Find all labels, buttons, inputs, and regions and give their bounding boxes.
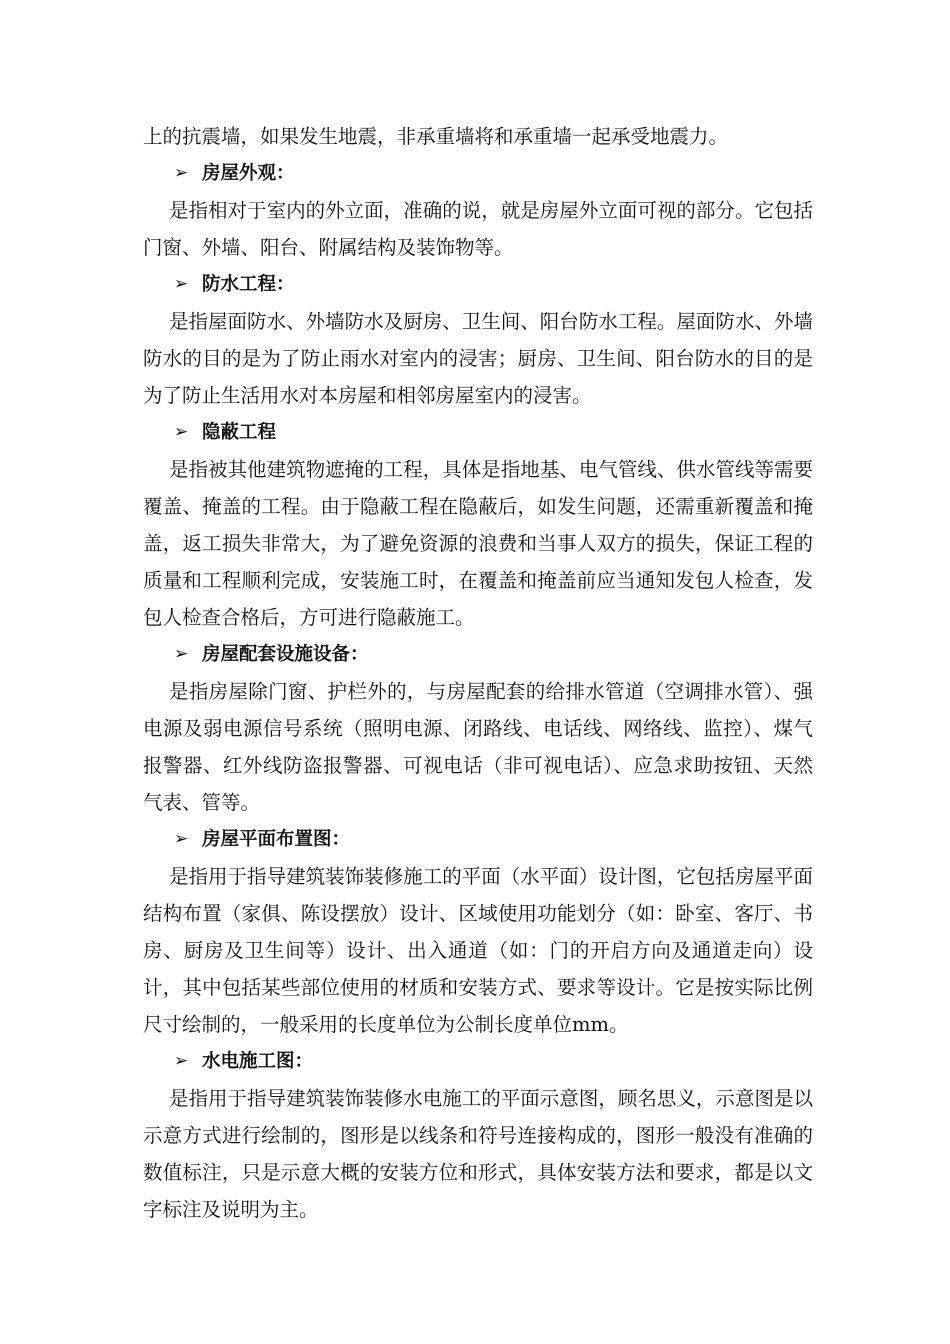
section-body-exterior: 是指相对于室内的外立面，准确的说，就是房屋外立面可视的部分。它包括门窗、外墙、阳台、附属结构及装饰物等。 (143, 199, 813, 259)
section-body-plumbing-electrical: 是指用于指导建筑装饰装修水电施工的平面示意图，顾名思义，示意图是以示意方式进行绘制的，图形是以线条和符号连接构成的，图形一般没有准确的数值标注，只是示意大概的安装方位和形式，具体安装方法和要求，都是以文字标注及说明为主。 (143, 1087, 813, 1221)
arrow-bullet-icon: ➢ (174, 829, 189, 849)
arrow-bullet-icon: ➢ (174, 163, 189, 183)
section-heading-waterproofing (143, 266, 813, 303)
arrow-bullet-icon: ➢ (174, 422, 189, 442)
section-body-facilities: 是指房屋除门窗、护栏外的，与房屋配套的给排水管道（空调排水管）、强电源及弱电源信号系统（照明电源、闭路线、电话线、网络线、监控）、煤气报警器、红外线防盗报警器、可视电话（非可视电话）、应急求助按钮、天然气表、管等。 (143, 680, 813, 814)
document-page (143, 118, 813, 1228)
section-body-concealed-work: 是指被其他建筑物遮掩的工程，具体是指地基、电气管线、供水管线等需要覆盖、掩盖的工程。由于隐蔽工程在隐蔽后，如发生问题，还需重新覆盖和掩盖，返工损失非常大，为了避免资源的浪费和当事人双方的损失，保证工程的质量和工程顺利完成，安装施工时，在覆盖和掩盖前应当通知发包人检查，发包人检查合格后，方可进行隐蔽施工。 (143, 458, 813, 629)
intro-paragraph: 上的抗震墙，如果发生地震，非承重墙将和承重墙一起承受地震力。 (143, 125, 729, 148)
section-title: 房屋配套设施设备： (202, 644, 369, 665)
section-title: 房屋外观： (202, 163, 295, 184)
section-title: 防水工程： (202, 274, 295, 295)
section-heading-facilities (143, 636, 813, 673)
section-heading-floor-plan (143, 821, 813, 858)
section-heading-exterior (143, 155, 813, 192)
section-title: 房屋平面布置图： (202, 829, 351, 850)
section-title: 隐蔽工程 (202, 422, 277, 443)
section-heading-concealed-work (143, 414, 813, 451)
section-title: 水电施工图： (202, 1051, 314, 1072)
arrow-bullet-icon: ➢ (174, 644, 189, 664)
section-body-floor-plan: 是指用于指导建筑装饰装修施工的平面（水平面）设计图，它包括房屋平面结构布置（家俱、陈设摆放）设计、区域使用功能划分（如：卧室、客厅、书房、厨房及卫生间等）设计、出入通道（如：门的开启方向及通道走向）设计，其中包括某些部位使用的材质和安装方式、要求等设计。它是按实际比例尺寸绘制的，一般采用的长度单位为公制长度单位mm。 (143, 865, 813, 1036)
arrow-bullet-icon: ➢ (174, 274, 189, 294)
arrow-bullet-icon: ➢ (174, 1051, 189, 1071)
section-heading-plumbing-electrical (143, 1043, 813, 1080)
section-body-waterproofing: 是指屋面防水、外墙防水及厨房、卫生间、阳台防水工程。屋面防水、外墙防水的目的是为了防止雨水对室内的浸害；厨房、卫生间、阳台防水的目的是为了防止生活用水对本房屋和相邻房屋室内的浸害。 (143, 310, 813, 407)
